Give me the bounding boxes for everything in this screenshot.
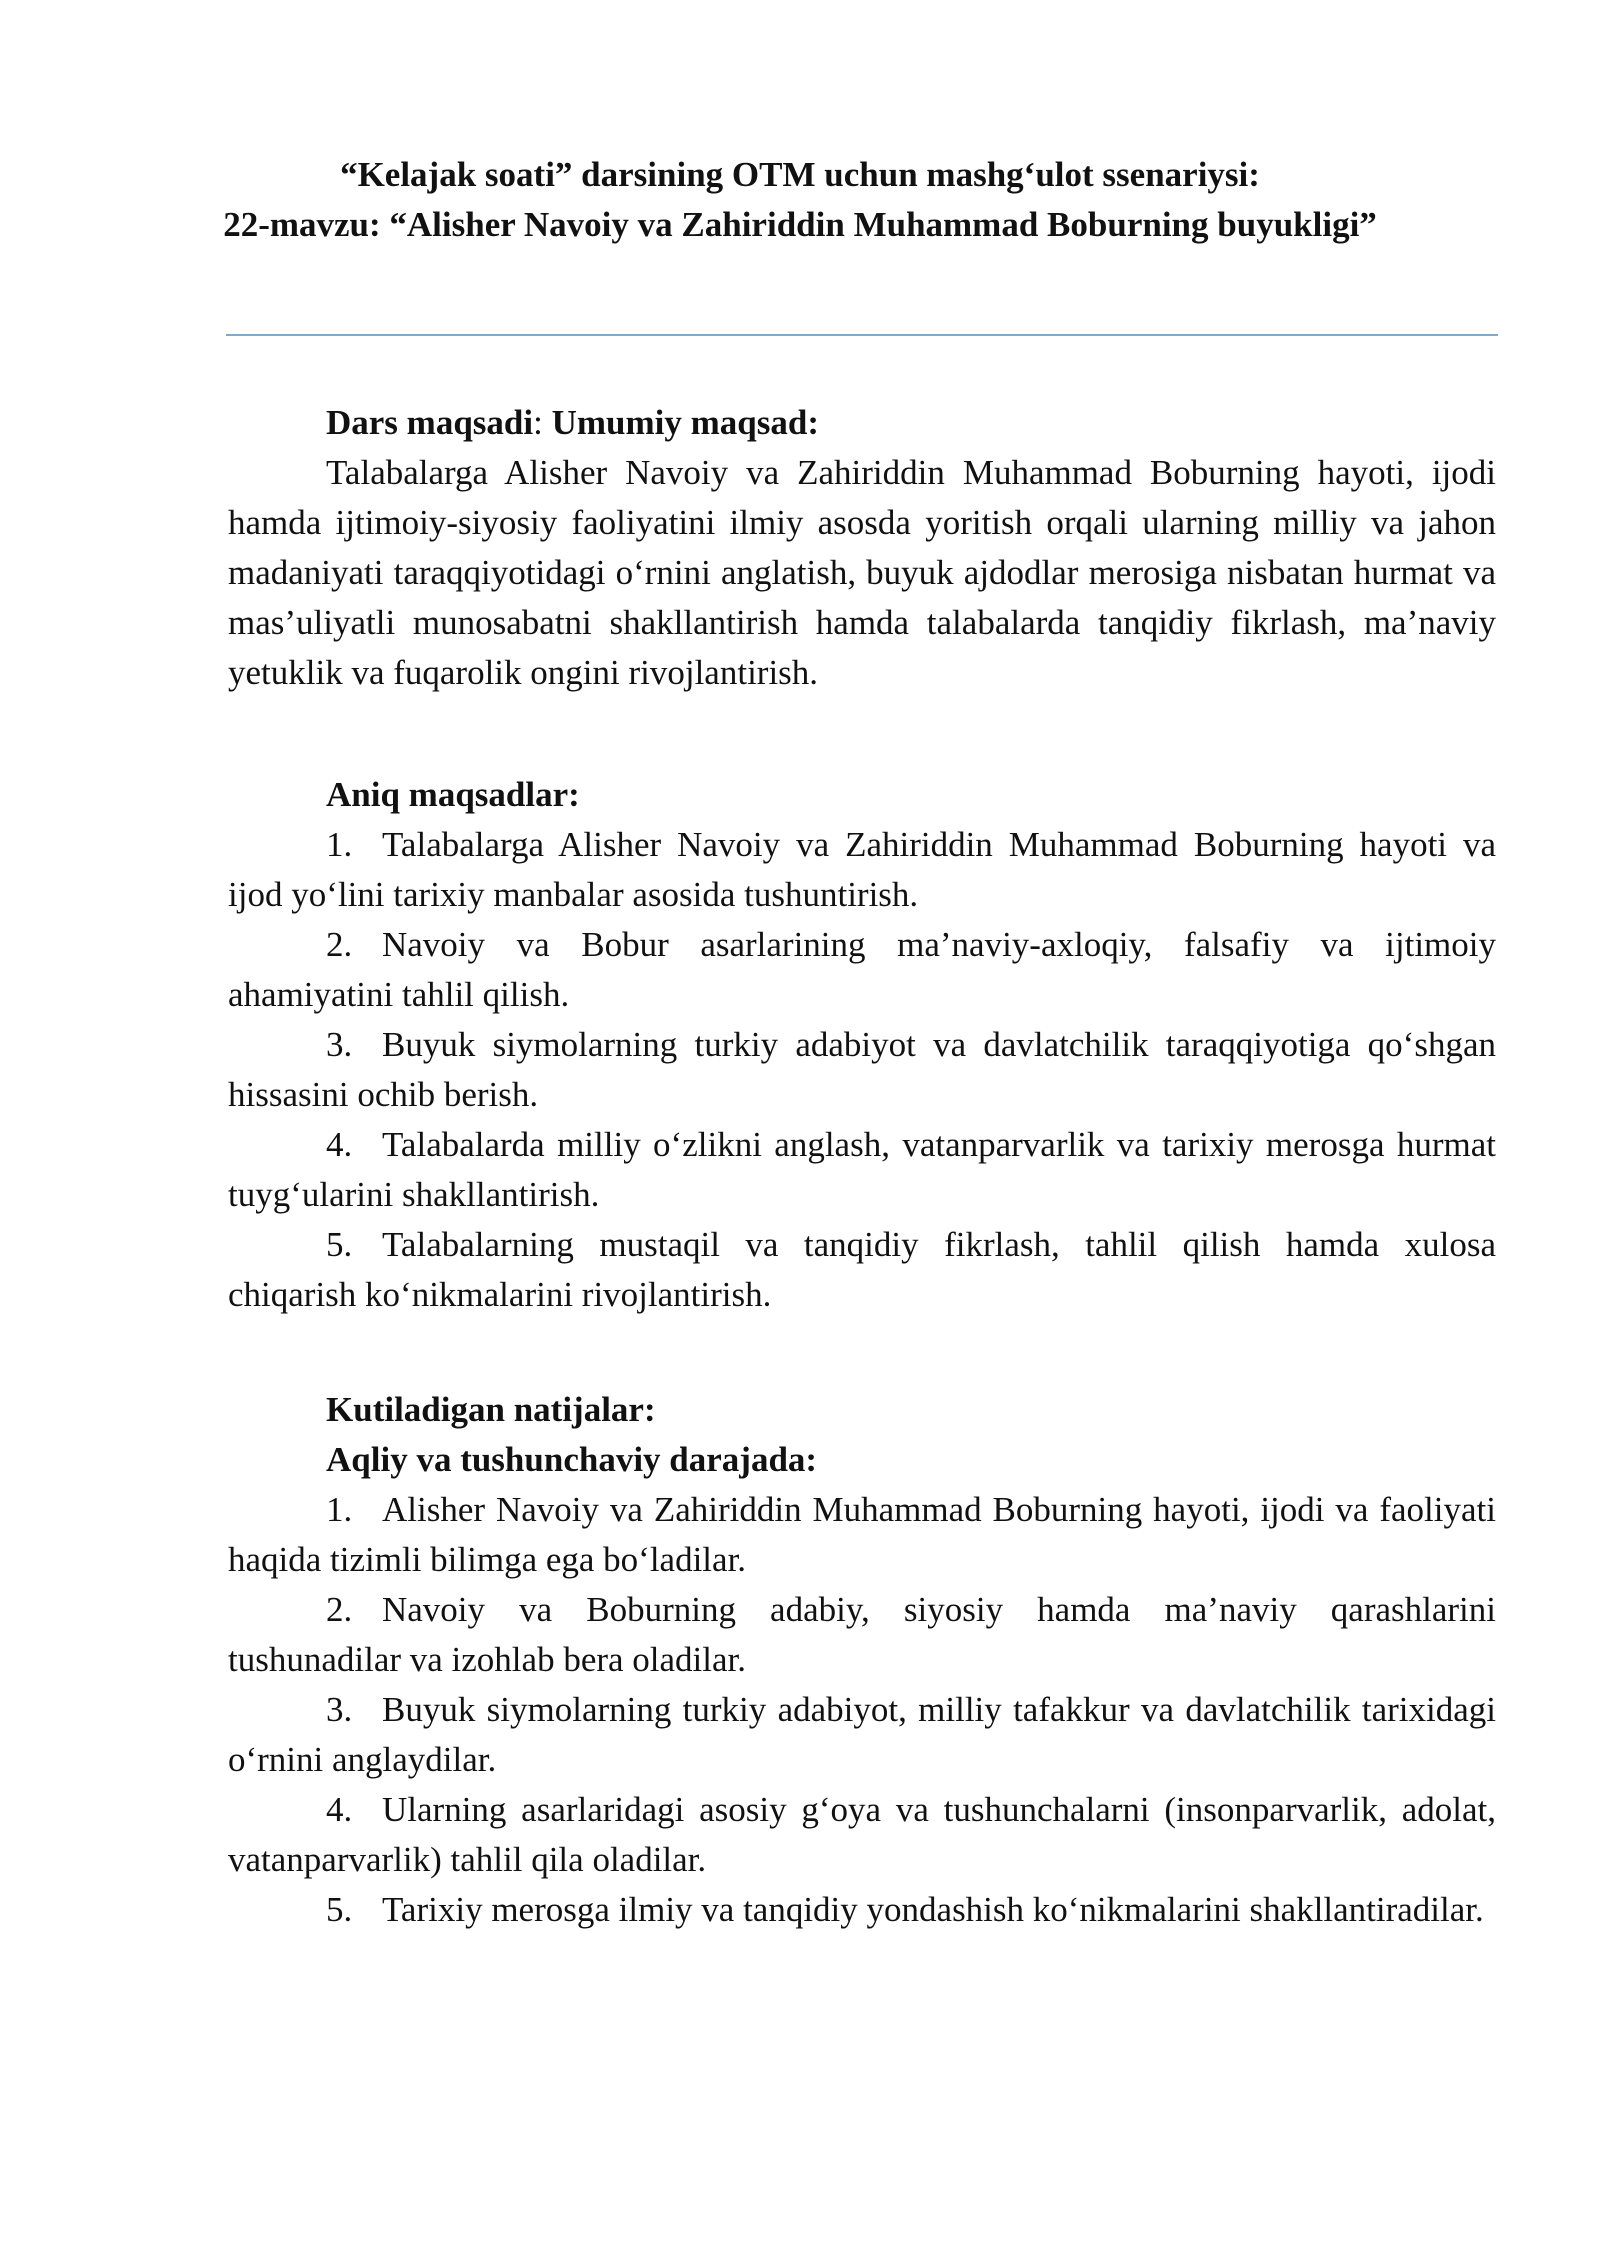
list-item-number: 5. <box>326 1890 353 1929</box>
list-item-number: 1. <box>326 825 353 864</box>
list-item-number: 4. <box>326 1125 353 1164</box>
list-item-number: 1. <box>326 1490 353 1529</box>
list-item <box>228 1020 1496 1120</box>
list-item-text: Buyuk siymolarning turkiy adabiyot, milliy tafakkur va davlatchilik tarixidagi o‘rnini anglaydilar. <box>228 1690 1496 1779</box>
document-title-line-2: 22-mavzu: “Alisher Navoiy va Zahiriddin Muhammad Boburning buyukligi” <box>223 205 1377 244</box>
goal-sublabel: Umumiy maqsad: <box>542 403 819 442</box>
goal-label: Dars maqsadi <box>326 403 534 442</box>
list-item-text: Talabalarda milliy o‘zlikni anglash, vatanparvarlik va tarixiy merosga hurmat tuyg‘ularini shakllantirish. <box>228 1125 1496 1214</box>
list-item-number: 3. <box>326 1690 353 1729</box>
list-item-text: Talabalarga Alisher Navoiy va Zahiriddin Muhammad Boburning hayoti va ijod yo‘lini tarixiy manbalar asosida tushuntirish. <box>228 825 1496 914</box>
list-item <box>228 920 1496 1020</box>
list-item <box>228 1885 1496 1935</box>
document-title-line-1: “Kelajak soati” darsining OTM uchun mashg‘ulot ssenariysi: <box>340 155 1260 194</box>
outcomes-list <box>228 1485 1496 1935</box>
list-item-number: 5. <box>326 1225 353 1264</box>
goal-colon: : <box>533 403 543 442</box>
list-item-text: Navoiy va Boburning adabiy, siyosiy hamda ma’naviy qarashlarini tushunadilar va izohlab bera oladilar. <box>228 1590 1496 1679</box>
list-item-text: Tarixiy merosga ilmiy va tanqidiy yondashish ko‘nikmalarini shakllantiradilar. <box>382 1890 1484 1929</box>
list-item-number: 3. <box>326 1025 353 1064</box>
list-item <box>228 1585 1496 1685</box>
list-item <box>228 1220 1496 1320</box>
list-item-text: Buyuk siymolarning turkiy adabiyot va davlatchilik taraqqiyotiga qo‘shgan hissasini ochib berish. <box>228 1025 1496 1114</box>
lesson-goal-section <box>228 398 1496 698</box>
list-item-number: 2. <box>326 1590 353 1629</box>
list-item-text: Ularning asarlaridagi asosiy g‘oya va tushunchalarni (insonparvarlik, adolat, vatanparvarlik) tahlil qila oladilar. <box>228 1790 1496 1879</box>
list-item <box>228 1120 1496 1220</box>
list-item <box>228 1785 1496 1885</box>
goal-heading <box>228 398 1496 448</box>
list-item-text: Alisher Navoiy va Zahiriddin Muhammad Boburning hayoti, ijodi va faoliyati haqida tizimli bilimga ega bo‘ladilar. <box>228 1490 1496 1579</box>
list-item-number: 2. <box>326 925 353 964</box>
outcomes-heading: Kutiladigan natijalar: <box>326 1390 656 1429</box>
specific-goals-list <box>228 820 1496 1320</box>
goal-paragraph: Talabalarga Alisher Navoiy va Zahiriddin Muhammad Boburning hayoti, ijodi hamda ijtimoiy-siyosiy faoliyatini ilmiy asosda yoritish orqali ularning milliy va jahon madaniyati taraqqiyotidagi o‘rnini anglatish, buyuk ajdodlar merosiga nisbatan hurmat va mas’uliyatli munosabatni shakllantirish hamda talabalarda tanqidiy fikrlash, ma’naviy yetuklik va fuqarolik ongini rivojlantirish. <box>228 453 1496 692</box>
list-item-text: Navoiy va Bobur asarlarining ma’naviy-axloqiy, falsafiy va ijtimoiy ahamiyatini tahlil qilish. <box>228 925 1496 1014</box>
list-item <box>228 820 1496 920</box>
title-divider <box>226 334 1498 336</box>
specific-goals-section <box>228 770 1496 1320</box>
outcomes-subheading: Aqliy va tushunchaviy darajada: <box>326 1440 818 1479</box>
list-item <box>228 1685 1496 1785</box>
list-item <box>228 1485 1496 1585</box>
list-item-text: Talabalarning mustaqil va tanqidiy fikrlash, tahlil qilish hamda xulosa chiqarish ko‘nikmalarini rivojlantirish. <box>228 1225 1496 1314</box>
list-item-number: 4. <box>326 1790 353 1829</box>
specific-goals-heading: Aniq maqsadlar: <box>326 775 580 814</box>
expected-outcomes-section <box>228 1385 1496 1935</box>
